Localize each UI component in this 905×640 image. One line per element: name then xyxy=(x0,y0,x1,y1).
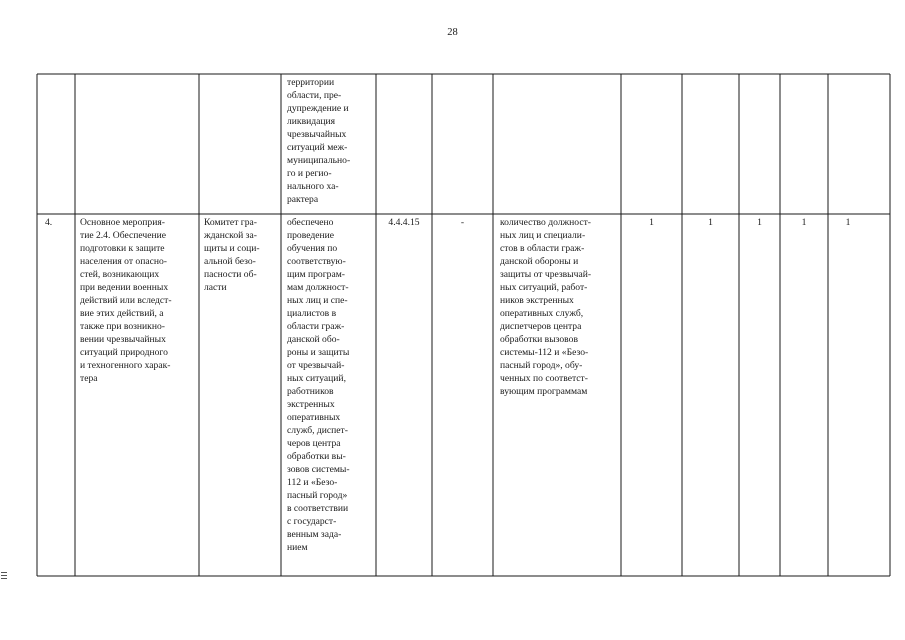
continued-row-content: территории области, пре- дупреждение и ликвидация чрезвычайных ситуаций меж- муниципально- го и регио- нального ха- рактера xyxy=(287,77,351,205)
row-content: обеспечено проведение обучения по соответствую- щим програм- мам должност- ных лиц и спе- циалистов в области граж- данской обо- роны и защиты от чрезвычай- ных ситуаций, работников экстренных оперативных служб, диспет- черов центра обработки вы- зовов системы- 112 и «Безо- пасный город» в соответствии с государст- венным зада- нием xyxy=(287,217,350,553)
row-value-1: 1 xyxy=(649,217,654,228)
row-code: 4.4.4.15 xyxy=(388,217,420,228)
row-value-3: 1 xyxy=(757,217,762,228)
row-value-5: 1 xyxy=(845,217,851,228)
page-number: 28 xyxy=(447,27,458,38)
row-value-2: 1 xyxy=(708,217,713,228)
scan-mark xyxy=(1,575,7,576)
row-value-4: 1 xyxy=(801,217,807,228)
scan-mark xyxy=(1,578,7,579)
scan-mark xyxy=(1,572,7,573)
row-measure: Основное мероприя- тие 2.4. Обеспечение подготовки к защите населения от опасно- стей, возникающих при ведении военных действий или вследст- вие этих действий, а также при возникно- вении чрезвычайных ситуаций природного и техногенного харак- тера xyxy=(80,217,172,384)
row-indicator: количество должност- ных лиц и специали- стов в области граж- данской обороны и защиты от чрезвычай- ных ситуаций, работ- ников экстренных оперативных служб, диспетчеров центра обработки вызовов системы-112 и «Безо- пасный город», обу- ченных по соответст- вующим программам xyxy=(500,217,592,397)
row-number: 4. xyxy=(45,217,53,228)
row-dash: - xyxy=(460,217,465,228)
row-executor: Комитет гра- жданской за- щиты и соци- альной безо- пасности об- ласти xyxy=(204,217,260,293)
